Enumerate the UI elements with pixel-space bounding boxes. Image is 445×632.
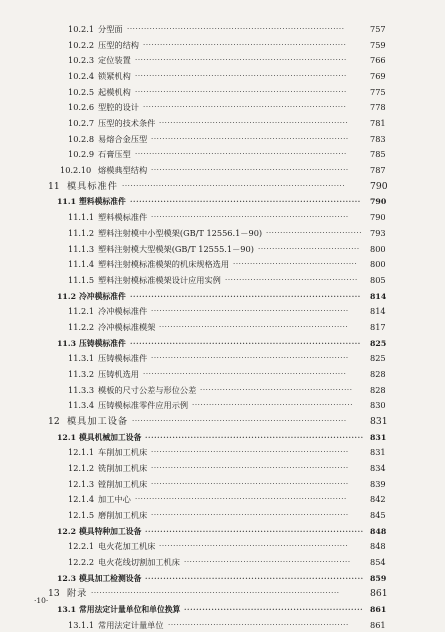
toc-entry-page: 787 bbox=[370, 165, 386, 176]
toc-entry-number: 11.3 bbox=[57, 338, 76, 348]
toc-entry-page: 790 bbox=[370, 212, 386, 223]
toc-entry-title: 压型的技术条件 bbox=[98, 118, 156, 129]
toc-leader-dots: ······································································ bbox=[151, 166, 349, 175]
toc-leader-dots: ········································································ bbox=[143, 369, 347, 378]
toc-entry-page: 848 bbox=[370, 526, 387, 536]
toc-entry-title: 冷冲模标准件 bbox=[79, 291, 126, 301]
toc-entry-title: 熔模典型结构 bbox=[98, 165, 148, 176]
toc-entry-page: 781 bbox=[370, 118, 386, 129]
toc-entry-number: 10.2.4 bbox=[68, 71, 95, 82]
toc-entry[interactable] bbox=[0, 431, 445, 444]
toc-entry-title: 电火花线切割加工机床 bbox=[98, 557, 180, 568]
toc-entry-page: 814 bbox=[370, 291, 387, 301]
toc-entry-page: 766 bbox=[370, 55, 386, 66]
toc-entry-number: 12.1.4 bbox=[68, 494, 95, 505]
toc-entry-title: 加工中心 bbox=[98, 494, 131, 505]
toc-entry-title: 型腔的设计 bbox=[98, 102, 139, 113]
toc-entry-title: 塑料模标准件 bbox=[79, 197, 126, 207]
toc-entry-title: 塑料注射模中小型模架(GB/T 12556.1－90) bbox=[98, 227, 263, 238]
toc-entry-page: 783 bbox=[370, 133, 386, 144]
toc-entry-title: 压铸机选用 bbox=[98, 368, 139, 379]
toc-entry[interactable] bbox=[0, 180, 445, 193]
toc-entry-page: 859 bbox=[370, 573, 387, 583]
toc-leader-dots: ········································································ bbox=[143, 103, 347, 112]
toc-entry-number: 12.1.1 bbox=[68, 447, 95, 458]
toc-entry-page: 775 bbox=[370, 86, 386, 97]
toc-entry[interactable] bbox=[0, 195, 445, 208]
toc-entry-page: 790 bbox=[370, 180, 388, 192]
toc-entry[interactable] bbox=[0, 337, 445, 350]
toc-entry-number: 10.2.7 bbox=[68, 118, 95, 129]
toc-entry-page: 800 bbox=[370, 243, 386, 254]
toc-entry[interactable] bbox=[0, 39, 445, 52]
toc-entry-title: 常用法定计量单位和单位换算 bbox=[79, 605, 181, 615]
toc-entry[interactable] bbox=[0, 164, 445, 177]
toc-leader-dots: ······································································ bbox=[151, 354, 349, 363]
toc-entry-title: 铣削加工机床 bbox=[98, 463, 148, 474]
toc-entry-page: 828 bbox=[370, 368, 386, 379]
toc-entry-title: 起模机构 bbox=[98, 86, 131, 97]
toc-leader-dots: ··········································································· bbox=[135, 56, 347, 65]
toc-entry-page: 757 bbox=[370, 24, 386, 34]
toc-entry-title: 压铸模标准件 bbox=[98, 353, 148, 364]
toc-entry-title: 模具特种加工设备 bbox=[79, 526, 142, 536]
toc-entry-title: 模具加工检测设备 bbox=[79, 573, 142, 583]
toc-entry-number: 11.3.1 bbox=[68, 353, 95, 364]
toc-entry-page: 861 bbox=[370, 588, 388, 600]
toc-entry-title: 塑料模标准件 bbox=[98, 212, 148, 223]
toc-entry[interactable] bbox=[0, 446, 445, 459]
toc-entry-title: 塑料注射模标准模架设计应用实例 bbox=[98, 274, 221, 285]
toc-entry-page: 759 bbox=[370, 39, 386, 50]
toc-leader-dots: ··········································································· bbox=[135, 495, 347, 504]
toc-entry[interactable] bbox=[0, 384, 445, 397]
toc-entry-number: 11.3.2 bbox=[68, 368, 95, 379]
toc-entry-number: 13 bbox=[48, 588, 60, 600]
toc-entry[interactable] bbox=[0, 509, 445, 522]
toc-entry[interactable] bbox=[0, 117, 445, 130]
toc-entry[interactable] bbox=[0, 23, 445, 36]
toc-entry[interactable] bbox=[0, 227, 445, 240]
toc-entry-title: 定位装置 bbox=[98, 55, 131, 66]
toc-entry-number: 12.3 bbox=[57, 573, 76, 583]
toc-leader-dots: ······································································ bbox=[151, 511, 349, 520]
toc-leader-dots: ······································································ bbox=[151, 307, 349, 316]
toc-entry-title: 石膏压型 bbox=[98, 149, 131, 160]
toc-leader-dots: ··········································································· bbox=[135, 150, 347, 159]
toc-entry-page: 805 bbox=[370, 274, 386, 285]
toc-entry-title: 压铸模标准件 bbox=[79, 338, 126, 348]
toc-entry-title: 锁紧机构 bbox=[98, 71, 131, 82]
toc-leader-dots: ··································································· bbox=[159, 542, 349, 551]
toc-entry[interactable] bbox=[0, 243, 445, 256]
toc-leader-dots: ······································································ bbox=[151, 464, 349, 473]
toc-entry-title: 模具机械加工设备 bbox=[79, 432, 142, 442]
toc-entry-number: 11.3.4 bbox=[68, 400, 95, 411]
toc-entry[interactable] bbox=[0, 619, 445, 632]
toc-entry-title: 冷冲模标准模架 bbox=[98, 321, 156, 332]
toc-entry[interactable] bbox=[0, 258, 445, 271]
toc-leader-dots: ··········································································· bbox=[135, 87, 347, 96]
toc-entry-page: 845 bbox=[370, 510, 386, 521]
toc-leader-dots: ··························································· bbox=[184, 605, 364, 615]
toc-entry-number: 10.2.5 bbox=[68, 86, 95, 97]
toc-entry-number: 12.2 bbox=[57, 526, 76, 536]
toc-entry-title: 模板的尺寸公差与形位公差 bbox=[98, 384, 197, 395]
toc-entry-number: 10.2.1 bbox=[68, 24, 95, 34]
toc-entry-number: 13.1.1 bbox=[68, 619, 95, 630]
toc-entry-page: 825 bbox=[370, 338, 387, 348]
toc-entry-title: 塑料注射模标准模架的机床规格选用 bbox=[98, 259, 230, 270]
toc-leader-dots: ········································································ bbox=[145, 526, 364, 536]
toc-entry-number: 11.1 bbox=[57, 197, 76, 207]
toc-leader-dots: ······································································ bbox=[151, 448, 349, 457]
toc-leader-dots: ············································································· bbox=[127, 25, 345, 33]
toc-leader-dots: ··································································· bbox=[159, 322, 349, 331]
toc-entry-title: 易熔合金压型 bbox=[98, 133, 148, 144]
toc-entry-page: 834 bbox=[370, 463, 386, 474]
toc-entry-page: 817 bbox=[370, 321, 386, 332]
toc-entry-title: 镗削加工机床 bbox=[98, 478, 148, 489]
toc-leader-dots: ························································· bbox=[192, 401, 354, 410]
toc-entry-number: 10.2.3 bbox=[68, 55, 95, 66]
toc-entry-number: 11.1.4 bbox=[68, 259, 95, 270]
toc-entry-title: 塑料注射模大型模架(GB/T 12555.1－90) bbox=[98, 243, 254, 254]
toc-leader-dots: ·································· bbox=[266, 228, 363, 237]
toc-entry-number: 11 bbox=[48, 180, 60, 192]
toc-entry[interactable] bbox=[0, 525, 445, 538]
toc-leader-dots: ········································································ bbox=[145, 432, 364, 442]
toc-entry-number: 11.2.2 bbox=[68, 321, 95, 332]
toc-entry-page: 778 bbox=[370, 102, 386, 113]
toc-entry-page: 831 bbox=[370, 416, 388, 427]
toc-entry-title: 分型面 bbox=[98, 24, 123, 34]
toc-entry-number: 12.2.2 bbox=[68, 557, 95, 568]
toc-leader-dots: ············································································ bbox=[130, 197, 361, 207]
toc-entry-title: 压型的结构 bbox=[98, 39, 139, 50]
toc-entry-number: 11.2.1 bbox=[68, 306, 95, 317]
toc-entry-number: 12.1.2 bbox=[68, 463, 95, 474]
toc-entry-page: 793 bbox=[370, 227, 386, 238]
toc-entry-page: 814 bbox=[370, 306, 386, 317]
toc-entry[interactable] bbox=[0, 148, 445, 161]
toc-entry-number: 12.1.3 bbox=[68, 478, 95, 489]
toc-entry-page: 769 bbox=[370, 71, 386, 82]
toc-entry-page: 848 bbox=[370, 541, 386, 552]
toc-entry-page: 790 bbox=[370, 197, 387, 207]
toc-entry-number: 10.2.6 bbox=[68, 102, 95, 113]
toc-entry[interactable] bbox=[0, 478, 445, 491]
toc-entry-number: 10.2.10 bbox=[60, 165, 92, 176]
toc-leader-dots: ··········································································· bbox=[135, 72, 347, 81]
toc-entry-title: 电火花加工机床 bbox=[98, 541, 156, 552]
toc-entry[interactable] bbox=[0, 352, 445, 365]
toc-entry-title: 附录 bbox=[67, 588, 88, 600]
toc-entry[interactable] bbox=[0, 211, 445, 224]
toc-entry[interactable] bbox=[0, 133, 445, 146]
toc-entry-number: 11.1.2 bbox=[68, 227, 95, 238]
page-number: ·10· bbox=[34, 596, 49, 605]
toc-entry-page: 828 bbox=[370, 384, 386, 395]
toc-entry-number: 11.1.5 bbox=[68, 274, 95, 285]
toc-leader-dots: ··································································· bbox=[159, 119, 349, 128]
toc-entry-number: 10.2.8 bbox=[68, 133, 95, 144]
toc-entry-title: 模具标准件 bbox=[67, 180, 118, 192]
toc-entry-page: 854 bbox=[370, 557, 386, 568]
toc-entry-number: 10.2.9 bbox=[68, 149, 95, 160]
toc-entry[interactable] bbox=[0, 305, 445, 318]
toc-entry-number: 13.1 bbox=[57, 605, 76, 615]
toc-leader-dots: ············································ bbox=[233, 260, 358, 269]
toc-entry[interactable] bbox=[0, 493, 445, 506]
toc-entry-number: 11.2 bbox=[57, 291, 76, 301]
toc-entry[interactable] bbox=[0, 556, 445, 569]
toc-leader-dots: ········································································ bbox=[145, 573, 364, 583]
toc-entry-title: 压铸模标准零件应用示例 bbox=[98, 400, 189, 411]
toc-entry[interactable] bbox=[0, 540, 445, 553]
toc-entry-page: 861 bbox=[370, 605, 387, 615]
toc-entry-page: 830 bbox=[370, 400, 386, 411]
toc-entry-number: 12 bbox=[48, 416, 60, 427]
toc-entry-number: 11.1.3 bbox=[68, 243, 95, 254]
toc-leader-dots: ··············································· bbox=[225, 275, 358, 284]
toc-entry-number: 12.2.1 bbox=[68, 541, 95, 552]
toc-leader-dots: ···································· bbox=[258, 244, 360, 253]
toc-entry-title: 磨削加工机床 bbox=[98, 510, 148, 521]
toc-entry-title: 常用法定计量单位 bbox=[98, 619, 164, 630]
toc-entry-page: 831 bbox=[370, 432, 387, 442]
toc-entry[interactable] bbox=[0, 415, 445, 428]
toc-entry-number: 11.1.1 bbox=[68, 212, 95, 223]
toc-entry[interactable] bbox=[0, 321, 445, 334]
toc-entry[interactable] bbox=[0, 290, 445, 303]
toc-entry[interactable] bbox=[0, 603, 445, 616]
toc-entry[interactable] bbox=[0, 572, 445, 585]
toc-entry-page: 825 bbox=[370, 353, 386, 364]
toc-leader-dots: ································································ bbox=[168, 620, 349, 629]
toc-entry-page: 831 bbox=[370, 447, 386, 458]
toc-leader-dots: ············································································ bbox=[132, 417, 347, 425]
toc-leader-dots: ························································································ bbox=[91, 589, 340, 598]
toc-entry-title: 车削加工机床 bbox=[98, 447, 148, 458]
toc-entry-page: 842 bbox=[370, 494, 386, 505]
toc-entry[interactable] bbox=[0, 587, 445, 600]
toc-entry[interactable] bbox=[0, 70, 445, 83]
toc-leader-dots: ··························································· bbox=[184, 558, 351, 567]
toc-entry[interactable] bbox=[0, 368, 445, 381]
toc-leader-dots: ······································································ bbox=[151, 479, 349, 488]
toc-leader-dots: ············································································ bbox=[130, 291, 361, 301]
toc-entry-number: 12.1 bbox=[57, 432, 76, 442]
toc-entry[interactable] bbox=[0, 274, 445, 287]
toc-entry[interactable] bbox=[0, 462, 445, 475]
toc-leader-dots: ······································································ bbox=[151, 213, 349, 222]
toc-leader-dots: ········································································ bbox=[143, 40, 347, 49]
toc-entry-page: 800 bbox=[370, 259, 386, 270]
toc-leader-dots: ······················································ bbox=[200, 385, 353, 394]
toc-entry[interactable] bbox=[0, 399, 445, 412]
toc-leader-dots: ······································································ bbox=[151, 134, 349, 143]
toc-entry-page: 785 bbox=[370, 149, 386, 160]
toc-entry-number: 12.1.5 bbox=[68, 510, 95, 521]
toc-entry-title: 冷冲模标准件 bbox=[98, 306, 148, 317]
toc-entry[interactable] bbox=[0, 54, 445, 67]
toc-entry-number: 10.2.2 bbox=[68, 39, 95, 50]
toc-leader-dots: ··············································································· bbox=[122, 181, 346, 190]
toc-entry[interactable] bbox=[0, 86, 445, 99]
toc-entry-title: 模具加工设备 bbox=[67, 416, 129, 427]
toc-entry-page: 839 bbox=[370, 478, 386, 489]
toc-entry[interactable] bbox=[0, 101, 445, 114]
toc-entry-page: 861 bbox=[370, 619, 386, 630]
toc-entry-number: 11.3.3 bbox=[68, 384, 95, 395]
toc-leader-dots: ············································································ bbox=[130, 338, 361, 348]
